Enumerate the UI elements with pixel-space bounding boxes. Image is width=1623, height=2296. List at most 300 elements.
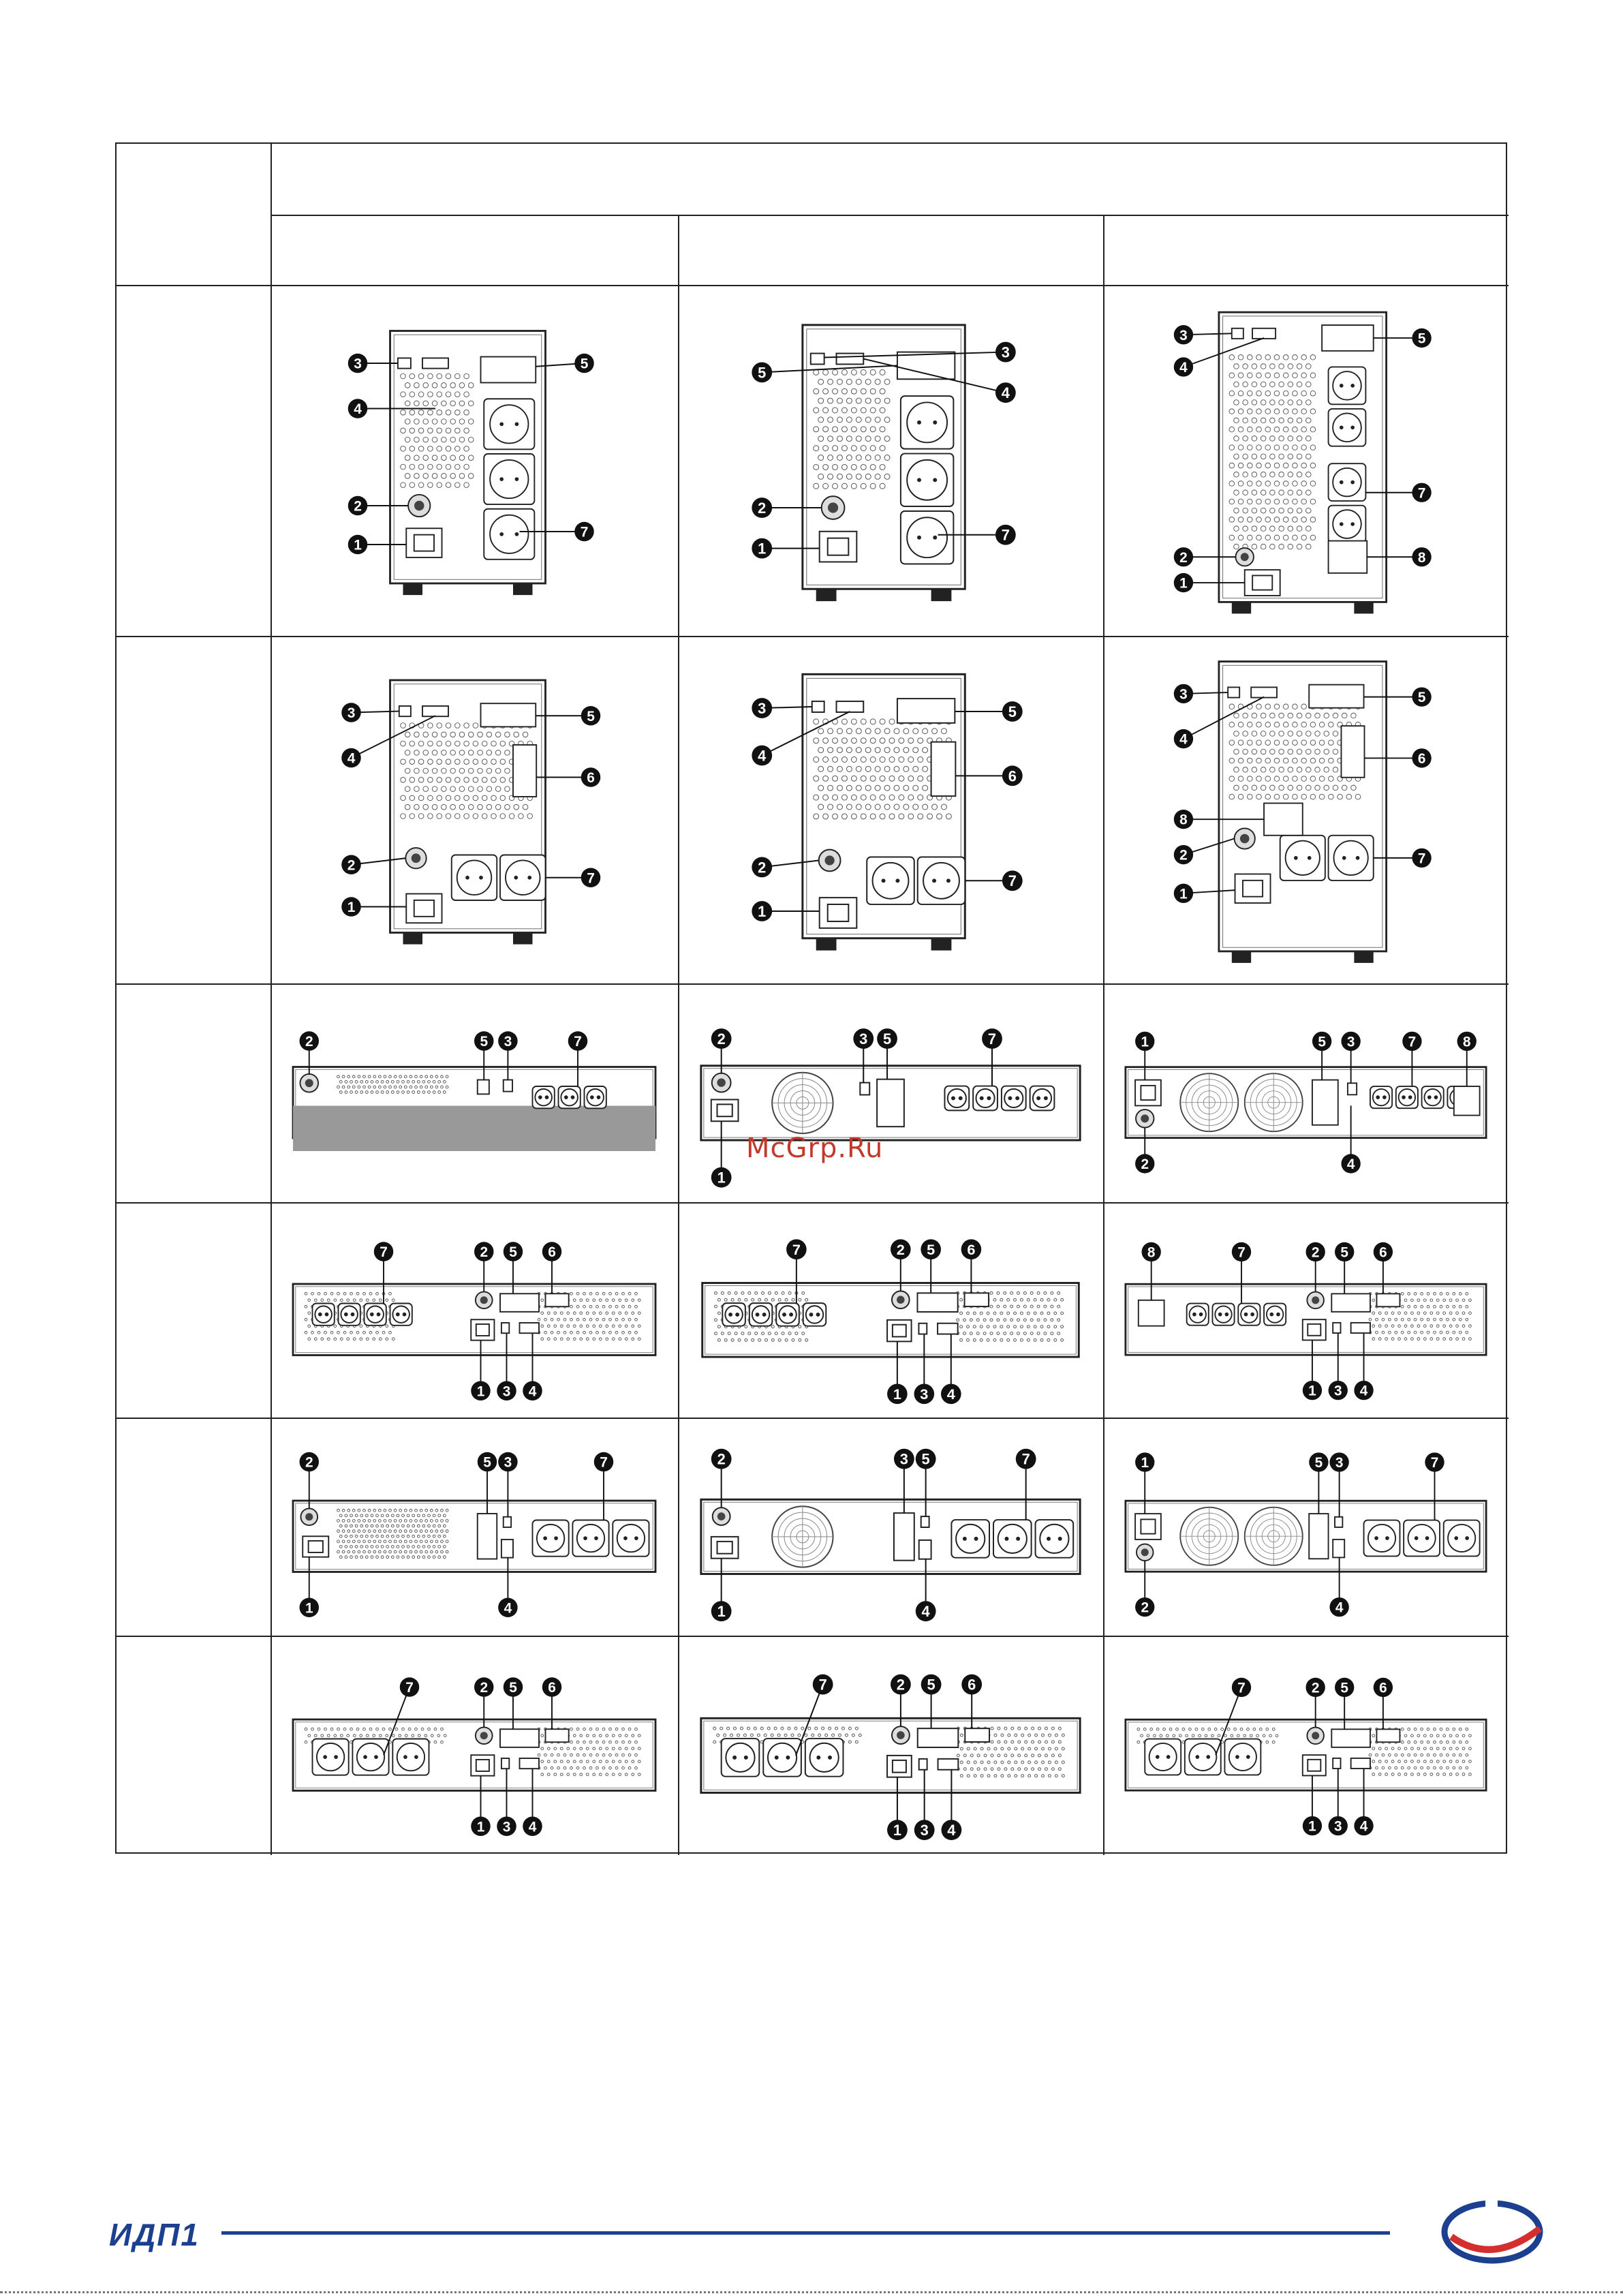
outlet-icon	[484, 454, 534, 504]
outlet-icon	[1329, 367, 1366, 404]
outlet-icon	[313, 1304, 335, 1326]
foot	[1354, 951, 1373, 963]
callout-number: 3	[1179, 686, 1188, 703]
usb-port	[1228, 687, 1239, 697]
table-hline	[117, 1202, 1509, 1204]
usb-port	[919, 1759, 927, 1770]
callout-number: 4	[347, 750, 356, 767]
intelligent-slot	[500, 1294, 539, 1312]
callout-number: 3	[859, 1030, 868, 1047]
callout-number: 3	[1335, 1455, 1344, 1471]
outlet-icon	[901, 454, 953, 506]
callout-number: 4	[1346, 1157, 1355, 1173]
battery-terminal	[1341, 726, 1364, 778]
callout-number: 6	[968, 1676, 976, 1694]
usb-port	[399, 706, 411, 716]
foot	[931, 589, 952, 601]
outlet-icon	[901, 511, 953, 564]
power-inlet-icon	[711, 1537, 739, 1559]
callout-number: 7	[987, 1030, 997, 1047]
foot	[931, 938, 952, 951]
power-inlet-icon	[1303, 1319, 1326, 1340]
foot	[1232, 951, 1251, 963]
callout-number: 4	[528, 1383, 537, 1400]
panel-diagram-cell	[1113, 292, 1499, 629]
callout-number: 1	[717, 1603, 726, 1621]
callout-number: 2	[1141, 1599, 1149, 1616]
callout-number: 4	[504, 1600, 512, 1617]
callout-number: 4	[354, 401, 362, 418]
outlet-icon	[749, 1303, 773, 1326]
rs232-port	[520, 1758, 540, 1769]
callout-number: 7	[405, 1680, 414, 1696]
callout-number: 7	[380, 1244, 388, 1261]
outlet-icon	[1422, 1086, 1444, 1108]
outlet-icon	[918, 857, 965, 905]
callout-number: 7	[1408, 1034, 1417, 1050]
panel-diagram-cell	[280, 1642, 668, 1848]
outlet-icon	[901, 396, 953, 448]
callout-number: 3	[347, 705, 356, 722]
outlet-icon	[1185, 1739, 1221, 1775]
redacted-area	[293, 1106, 655, 1152]
page-edge	[0, 2291, 1623, 2293]
power-inlet-icon	[303, 1536, 328, 1557]
rear-panel-diagram	[687, 1209, 1094, 1411]
callout-number: 7	[1008, 872, 1017, 890]
outlet-icon	[1404, 1520, 1440, 1557]
rear-panel-diagram	[280, 990, 668, 1195]
outlet-icon	[1329, 409, 1366, 446]
rear-panel-diagram	[280, 1642, 668, 1848]
outlet-icon	[572, 1520, 608, 1557]
foot	[513, 933, 533, 945]
rs232-port	[422, 358, 448, 368]
outlet-icon	[1238, 1304, 1260, 1326]
panel-diagram-cell	[1113, 1642, 1499, 1848]
callout-number: 1	[347, 900, 356, 916]
outlet-icon	[352, 1739, 388, 1775]
callout-number: 5	[882, 1030, 892, 1047]
rear-panel-diagram	[1113, 1424, 1499, 1629]
intelligent-slot	[877, 1080, 904, 1127]
callout-number: 2	[717, 1450, 726, 1468]
callout-number: 6	[1008, 767, 1017, 785]
power-inlet-icon	[471, 1319, 494, 1340]
outlet-icon	[1329, 836, 1374, 881]
callout-number: 3	[504, 1454, 512, 1471]
callout-number: 7	[580, 524, 589, 540]
callout-number: 7	[1417, 851, 1426, 867]
callout-number: 2	[758, 499, 767, 517]
callout-number: 5	[1008, 703, 1017, 720]
rear-panel-diagram	[687, 990, 1094, 1195]
outlet-icon	[803, 1303, 826, 1326]
rear-panel-diagram	[1113, 1209, 1499, 1411]
battery-terminal	[1376, 1729, 1400, 1742]
callout-number: 3	[502, 1383, 511, 1400]
rear-panel-diagram	[687, 1424, 1094, 1629]
rs232-port	[1251, 687, 1277, 697]
callout-number: 3	[354, 356, 362, 372]
outlet-icon	[1329, 463, 1366, 501]
callout-number: 4	[921, 1603, 930, 1621]
foot	[513, 583, 533, 595]
callout-number: 4	[1359, 1383, 1368, 1399]
callout-number: 5	[927, 1676, 936, 1694]
footer-label: ИДП1	[109, 2217, 200, 2252]
outlet-icon	[1212, 1304, 1234, 1326]
outlet-icon	[805, 1739, 844, 1777]
rear-panel-diagram	[280, 292, 668, 629]
usb-port	[504, 1080, 512, 1092]
battery-terminal	[546, 1729, 569, 1742]
callout-number: 3	[1179, 327, 1188, 343]
usb-port	[918, 1323, 927, 1334]
callout-number: 4	[1335, 1599, 1344, 1616]
outlet-icon	[1030, 1086, 1055, 1111]
rear-panel-diagram	[1113, 643, 1499, 977]
outlet-icon	[1002, 1086, 1026, 1111]
callout-number: 7	[818, 1676, 827, 1694]
callout-number: 2	[305, 1034, 313, 1050]
rear-panel-diagram	[280, 643, 668, 977]
table-vline	[270, 144, 272, 1855]
callout-number: 5	[587, 708, 595, 724]
callout-number: 2	[1311, 1244, 1320, 1261]
rear-panel-diagram	[1113, 990, 1499, 1195]
callout-number: 2	[1179, 847, 1188, 863]
callout-number: 5	[480, 1034, 489, 1050]
rs232-port	[938, 1759, 959, 1770]
intelligent-slot	[918, 1728, 959, 1747]
outlet-icon	[339, 1304, 360, 1326]
battery-connector	[1264, 803, 1303, 836]
callout-number: 6	[548, 1680, 556, 1696]
battery-terminal	[513, 745, 536, 797]
intelligent-slot	[894, 1513, 914, 1561]
panel-diagram-cell	[1113, 1209, 1499, 1411]
callout-number: 1	[758, 540, 767, 557]
foot	[816, 589, 837, 601]
callout-number: 2	[354, 498, 362, 515]
callout-number: 3	[504, 1034, 512, 1050]
outlet-icon	[533, 1520, 569, 1557]
callout-number: 6	[967, 1241, 976, 1259]
table-hline	[117, 1636, 1509, 1637]
usb-port	[860, 1083, 869, 1095]
rs232-port	[837, 354, 864, 365]
callout-number: 6	[1379, 1680, 1387, 1696]
callout-number: 2	[717, 1030, 726, 1047]
callout-number: 7	[1001, 526, 1010, 544]
panel-diagram-cell	[687, 292, 1094, 629]
footer-rule	[221, 2231, 1390, 2235]
power-inlet-icon	[1245, 570, 1280, 596]
panel-diagram-cell	[280, 643, 668, 977]
callout-number: 3	[1346, 1034, 1355, 1050]
table-hline	[117, 983, 1509, 985]
foot	[403, 933, 423, 945]
callout-number: 6	[548, 1244, 556, 1261]
battery-terminal	[965, 1728, 989, 1742]
usb-port	[811, 354, 824, 365]
callout-number: 1	[893, 1386, 901, 1403]
outlet-icon	[559, 1086, 581, 1108]
outlet-icon	[1036, 1520, 1074, 1558]
callout-number: 7	[1417, 485, 1426, 502]
intelligent-slot	[1309, 1514, 1328, 1559]
panel-diagram-cell	[1113, 643, 1499, 977]
outlet-icon	[776, 1303, 799, 1326]
rear-panel-diagram	[280, 1209, 668, 1411]
table-hline	[117, 285, 1509, 286]
callout-number: 4	[1001, 384, 1010, 402]
usb-port	[812, 701, 824, 712]
power-inlet-icon	[887, 1756, 912, 1777]
foot	[403, 583, 423, 595]
callout-number: 6	[1379, 1244, 1387, 1261]
outlet-icon	[1187, 1304, 1209, 1326]
rear-panel-diagram	[280, 1424, 668, 1629]
callout-number: 4	[1179, 731, 1188, 748]
callout-number: 1	[1308, 1383, 1316, 1399]
power-inlet-icon	[1235, 874, 1271, 904]
usb-port	[398, 358, 411, 368]
usb-port	[1333, 1323, 1340, 1333]
callout-number: 3	[502, 1819, 511, 1835]
callout-number: 5	[580, 356, 589, 372]
power-inlet-icon	[711, 1099, 739, 1121]
panel-diagram-cell	[280, 292, 668, 629]
callout-number: 1	[1308, 1818, 1316, 1835]
callout-number: 1	[305, 1600, 313, 1617]
battery-terminal	[546, 1294, 569, 1306]
foot	[1354, 602, 1373, 613]
callout-number: 8	[1147, 1244, 1156, 1261]
callout-number: 4	[758, 747, 767, 765]
panel-diagram-cell	[687, 990, 1094, 1195]
intelligent-slot	[897, 352, 955, 380]
power-inlet-icon	[820, 532, 857, 562]
callout-number: 3	[920, 1822, 929, 1839]
power-inlet-icon	[406, 528, 442, 557]
callout-number: 3	[1333, 1383, 1342, 1399]
intelligent-slot	[917, 1293, 957, 1312]
callout-number: 3	[1001, 343, 1010, 361]
callout-number: 1	[1141, 1455, 1149, 1471]
outlet-icon	[1329, 506, 1366, 543]
callout-number: 5	[1417, 690, 1426, 706]
power-inlet-icon	[1135, 1514, 1161, 1540]
callout-number: 3	[758, 699, 767, 717]
callout-number: 2	[896, 1676, 905, 1694]
callout-number: 7	[1237, 1244, 1246, 1261]
outlet-icon	[452, 855, 497, 901]
outlet-icon	[1396, 1086, 1418, 1108]
callout-number: 5	[1314, 1455, 1323, 1471]
callout-number: 1	[354, 537, 362, 553]
callout-number: 4	[528, 1819, 537, 1835]
usb-port	[1333, 1758, 1340, 1769]
usb-port	[1232, 328, 1243, 339]
intelligent-slot	[1322, 325, 1374, 351]
battery-terminal	[931, 742, 956, 796]
intelligent-slot	[481, 703, 536, 726]
callout-number: 8	[1462, 1034, 1471, 1050]
intelligent-slot	[1331, 1294, 1370, 1311]
callout-number: 2	[758, 859, 767, 876]
callout-number: 2	[305, 1454, 313, 1471]
callout-number: 5	[509, 1244, 517, 1261]
callout-number: 1	[758, 902, 767, 920]
callout-number: 7	[574, 1034, 582, 1050]
usb-port	[921, 1516, 929, 1527]
callout-number: 1	[1141, 1034, 1149, 1050]
callout-number: 5	[758, 364, 767, 382]
panel-diagram-cell	[687, 1424, 1094, 1629]
power-inlet-icon	[406, 894, 442, 923]
panel-diagram-cell	[280, 1424, 668, 1629]
outlet-icon	[1444, 1520, 1480, 1557]
foot	[816, 938, 837, 951]
rear-panel-diagram	[687, 292, 1094, 629]
intelligent-slot	[478, 1514, 497, 1559]
callout-number: 2	[480, 1680, 489, 1696]
battery-terminal	[965, 1293, 989, 1306]
callout-number: 8	[1417, 549, 1426, 566]
panel-diagram-cell	[1113, 1424, 1499, 1629]
usb-port	[501, 1323, 509, 1333]
power-inlet-icon	[1135, 1080, 1161, 1106]
callout-number: 8	[1179, 812, 1188, 828]
outlet-icon	[951, 1520, 989, 1558]
rear-panel-table	[115, 142, 1507, 1854]
callout-number: 5	[1417, 331, 1426, 347]
power-inlet-icon	[471, 1755, 494, 1775]
outlet-icon	[313, 1739, 349, 1775]
callout-number: 4	[946, 1386, 955, 1403]
rs232-port	[1351, 1323, 1370, 1333]
callout-number: 5	[921, 1450, 930, 1468]
usb-port	[501, 1758, 509, 1769]
power-inlet-icon	[1303, 1755, 1326, 1775]
outlet-icon	[585, 1086, 606, 1108]
callout-number: 2	[1141, 1157, 1149, 1173]
callout-number: 2	[896, 1241, 905, 1259]
rs232-port	[1351, 1758, 1370, 1769]
outlet-icon	[1224, 1739, 1261, 1775]
usb-port	[504, 1517, 511, 1527]
foot	[1232, 602, 1251, 613]
rear-panel-diagram	[1113, 292, 1499, 629]
callout-number: 7	[1430, 1455, 1439, 1471]
rs232-port	[919, 1540, 931, 1559]
outlet-icon	[1264, 1304, 1286, 1326]
table-hline	[117, 636, 1509, 637]
table-hline	[117, 1418, 1509, 1419]
power-inlet-icon	[820, 898, 857, 928]
intelligent-slot	[897, 699, 955, 723]
table-vline	[678, 215, 679, 1855]
outlet-icon	[944, 1086, 969, 1111]
battery-connector	[1329, 541, 1367, 573]
outlet-icon	[365, 1304, 386, 1326]
outlet-icon	[722, 1739, 760, 1777]
rear-panel-diagram	[687, 643, 1094, 977]
battery-connector	[1139, 1300, 1164, 1326]
callout-number: 6	[1417, 750, 1426, 767]
callout-number: 4	[947, 1822, 956, 1839]
intelligent-slot	[1309, 685, 1363, 708]
intelligent-slot	[478, 1080, 489, 1095]
panel-diagram-cell	[1113, 990, 1499, 1195]
callout-number: 1	[476, 1383, 485, 1400]
rear-panel-diagram	[1113, 1642, 1499, 1848]
callout-number: 2	[347, 857, 356, 874]
outlet-icon	[763, 1739, 801, 1777]
rs232-port	[938, 1323, 958, 1334]
outlet-icon	[392, 1739, 429, 1775]
callout-number: 2	[480, 1244, 489, 1261]
outlet-icon	[500, 855, 546, 901]
callout-number: 6	[587, 770, 595, 786]
callout-number: 5	[927, 1241, 936, 1259]
callout-number: 2	[1179, 549, 1188, 566]
panel-diagram-cell	[687, 1642, 1094, 1848]
outlet-icon	[1370, 1086, 1392, 1108]
callout-number: 1	[476, 1819, 485, 1835]
outlet-icon	[1280, 836, 1325, 881]
callout-number: 5	[1340, 1680, 1348, 1696]
callout-number: 5	[1340, 1244, 1348, 1261]
rs232-port	[501, 1540, 513, 1558]
rs232-port	[1333, 1540, 1344, 1557]
intelligent-slot	[481, 357, 536, 383]
outlet-icon	[867, 857, 914, 905]
outlet-icon	[1364, 1520, 1400, 1557]
table-vline	[1103, 215, 1104, 1855]
outlet-icon	[533, 1086, 555, 1108]
callout-number: 5	[1318, 1034, 1326, 1050]
callout-number: 7	[587, 870, 595, 887]
usb-port	[1348, 1083, 1357, 1095]
brand-logo-icon	[1438, 2194, 1547, 2269]
callout-number: 1	[717, 1169, 726, 1187]
intelligent-slot	[1331, 1729, 1370, 1747]
callout-number: 7	[1237, 1680, 1246, 1696]
callout-number: 1	[893, 1822, 902, 1839]
callout-number: 2	[1311, 1680, 1320, 1696]
rs232-port	[837, 701, 864, 712]
callout-number: 5	[483, 1454, 491, 1471]
callout-number: 4	[1179, 360, 1188, 376]
outlet-icon	[1145, 1739, 1181, 1775]
rear-panel-diagram	[687, 1642, 1094, 1848]
panel-diagram-cell	[687, 643, 1094, 977]
intelligent-slot	[1312, 1080, 1338, 1125]
watermark: McGrp.Ru	[746, 1133, 884, 1164]
outlet-icon	[973, 1086, 998, 1111]
table-hline	[270, 215, 1509, 216]
battery-connector	[1454, 1086, 1480, 1116]
battery-terminal	[1376, 1294, 1400, 1306]
intelligent-slot	[500, 1729, 539, 1747]
callout-number: 7	[1021, 1450, 1030, 1468]
outlet-icon	[613, 1520, 649, 1557]
callout-number: 7	[792, 1241, 801, 1259]
panel-diagram-cell	[280, 1209, 668, 1411]
